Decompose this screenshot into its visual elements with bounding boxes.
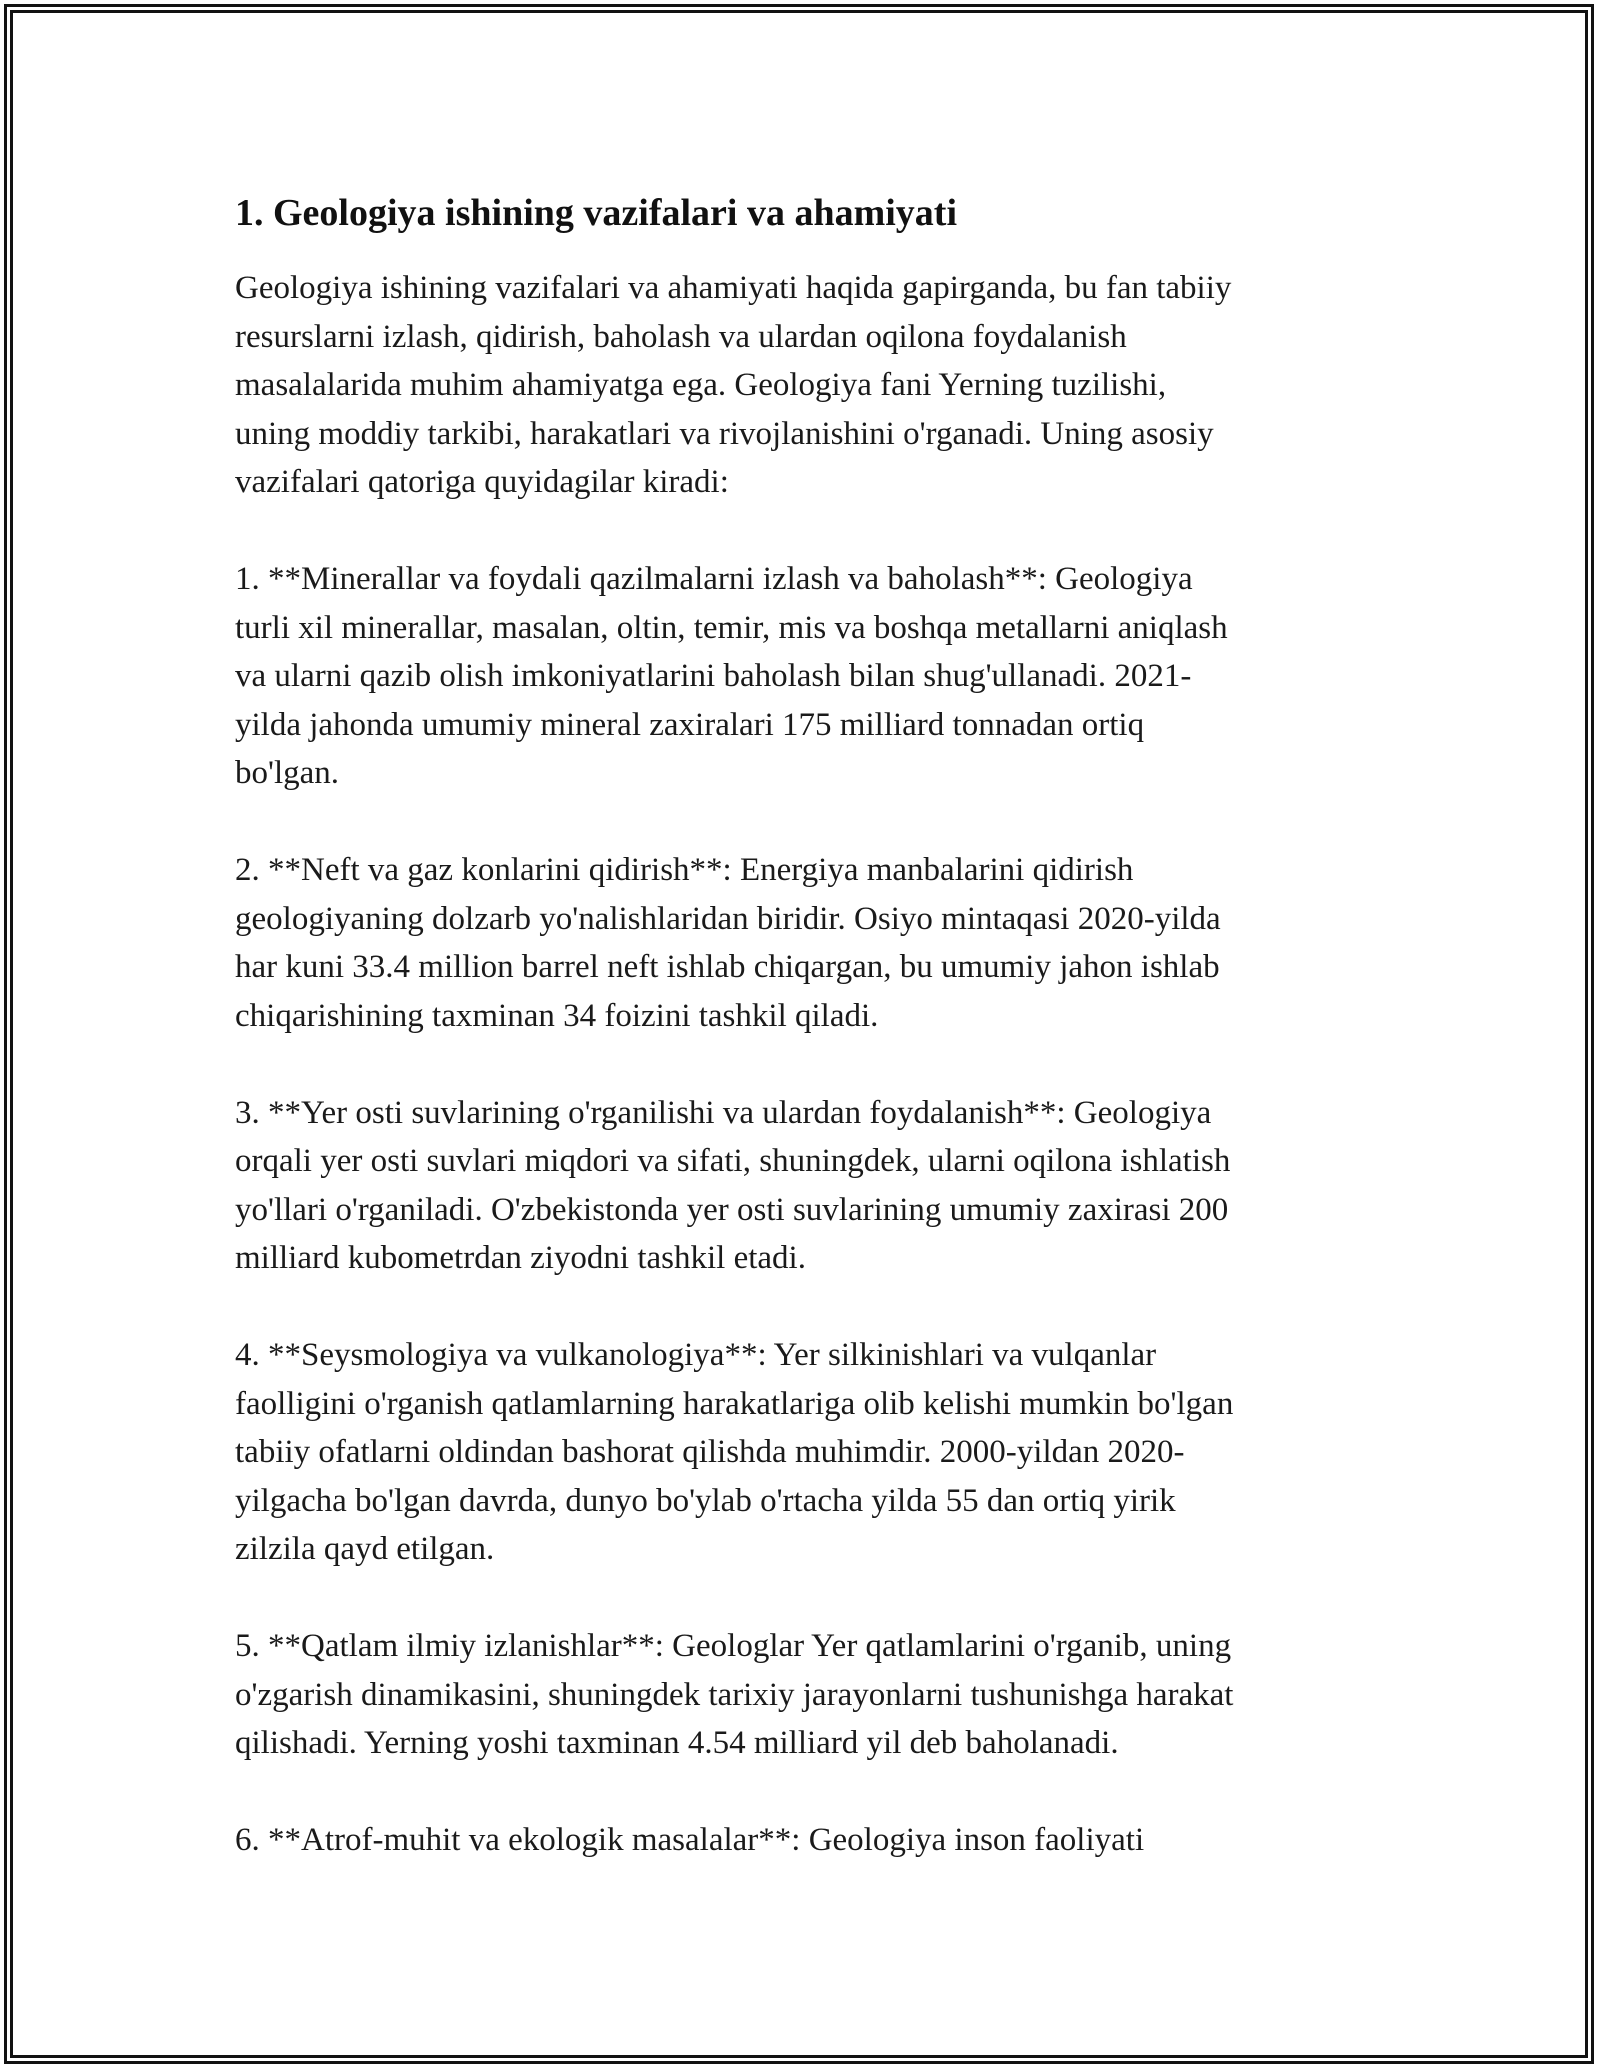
- list-item-layers: 5. **Qatlam ilmiy izlanishlar**: Geologlar Yer qatlamlarini o'rganib, uning o'zgarish dinamikasini, shuningdek tarixiy jarayonlarni tushunishga harakat qilishadi. Yerning yoshi taxminan 4.54 milliard yil deb baholanadi.: [235, 1628, 1234, 1761]
- list-item-seismology: 4. **Seysmologiya va vulkanologiya**: Yer silkinishlari va vulqanlar faolligini o'rganish qatlamlarning harakatlariga olib kelishi mumkin bo'lgan tabiiy ofatlarni oldindan bashorat qilishda muhimdir. 2000-yildan 2020- yilgacha bo'lgan davrda, dunyo bo'ylab o'rtacha yilda 55 dan ortiq yirik zilzila qayd etilgan.: [235, 1337, 1234, 1567]
- section-heading: 1. Geologiya ishining vazifalari va ahamiyati: [235, 192, 958, 234]
- list-item-minerals: 1. **Minerallar va foydali qazilmalarni izlash va baholash**: Geologiya turli xil minerallar, masalan, oltin, temir, mis va boshqa metallarni aniqlash va ularni qazib olish imkoniyatlarini baholash bilan shug'ullanadi. 2021- yilda jahonda umumiy mineral zaxiralari 175 milliard tonnadan ortiq bo'lgan.: [235, 561, 1228, 791]
- intro-paragraph: Geologiya ishining vazifalari va ahamiyati haqida gapirganda, bu fan tabiiy resurslarni izlash, qidirish, baholash va ulardan oqilona foydalanish masalalarida muhim ahamiyatga ega. Geologiya fani Yerning tuzilishi, uning moddiy tarkibi, harakatlari va rivojlanishini o'rganadi. Uning asosiy vazifalari qatoriga quyidagilar kiradi:: [235, 270, 1232, 500]
- list-item-groundwater: 3. **Yer osti suvlarining o'rganilishi va ulardan foydalanish**: Geologiya orqali yer osti suvlari miqdori va sifati, shuningdek, ularni oqilona ishlatish yo'llari o'rganiladi. O'zbekistonda yer osti suvlarining umumiy zaxirasi 200 milliard kubometrdan ziyodni tashkil etadi.: [235, 1094, 1231, 1276]
- list-item-environment: 6. **Atrof-muhit va ekologik masalalar**: Geologiya inson faoliyati: [235, 1822, 1145, 1858]
- document-body: [235, 188, 1365, 1913]
- list-item-oil-gas: 2. **Neft va gaz konlarini qidirish**: Energiya manbalarini qidirish geologiyaning dolzarb yo'nalishlaridan biridir. Osiyo mintaqasi 2020-yilda har kuni 33.4 million barrel neft ishlab chiqargan, bu umumiy jahon ishlab chiqarishining taxminan 34 foizini tashkil qiladi.: [235, 852, 1221, 1034]
